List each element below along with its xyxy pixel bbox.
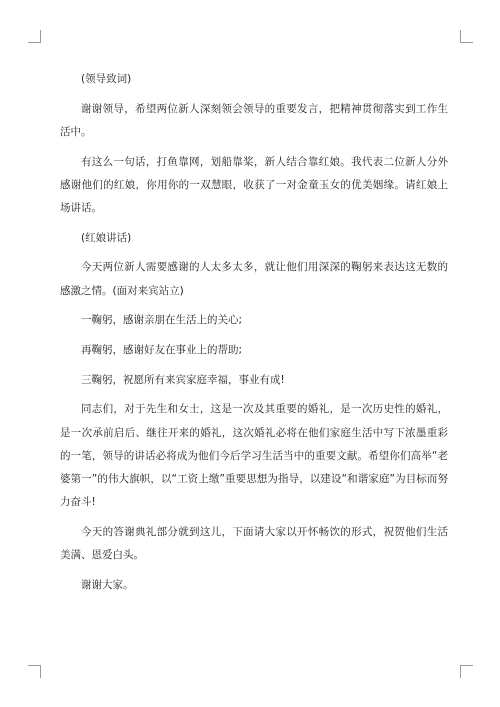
crop-mark-top-left <box>28 30 41 43</box>
crop-mark-bottom-left <box>28 665 41 678</box>
stage-direction-leader-speech: (领导致词) <box>81 73 132 85</box>
crop-mark-bottom-right <box>460 665 473 678</box>
paragraph-thanks-leader: 谢谢领导，希望两位新人深刻领会领导的重要发言，把精神贯彻落实到工作生活中。 <box>60 102 448 138</box>
paragraph-thank-everyone: 谢谢大家。 <box>81 578 134 591</box>
paragraph-first-bow: 一鞠躬，感谢亲朋在生活上的关心; <box>81 314 243 327</box>
paragraph-closing-toast: 今天的答谢典礼部分就到这儿，下面请大家以开怀畅饮的形式，祝贺他们生活美满、恩爱白头。 <box>60 525 448 562</box>
paragraph-comrades: 同志们，对于先生和女士，这是一次及其重要的婚礼，是一次历史性的婚礼，是一次承前启后、继往开来的婚礼，这次婚礼必将在他们家庭生活中写下浓墨重彩的一笔，领导的讲话必将成为他们今后学习生活当中的重要文献。希望你们高举“老婆第一”的伟大旗帜，以“工资上缴”重要思想为指导，以建设“和谐家庭”为目标而努力奋斗! <box>60 403 448 509</box>
paragraph-third-bow: 三鞠躬，祝愿所有来宾家庭幸福，事业有成! <box>81 373 285 386</box>
document-body <box>60 68 448 604</box>
crop-mark-top-right <box>460 30 473 43</box>
paragraph-matchmaker-intro: 有这么一句话，打鱼靠网，划船靠桨，新人结合靠红娘。我代表二位新人分外感谢他们的红娘，你用你的一双慧眼，收获了一对金童玉女的优美姻缘。请红娘上场讲话。 <box>60 155 448 215</box>
stage-direction-matchmaker-speech: (红娘讲话) <box>81 231 132 244</box>
paragraph-second-bow: 再鞠躬，感谢好友在事业上的帮助; <box>81 344 243 357</box>
paragraph-gratitude: 今天两位新人需要感谢的人太多太多，就让他们用深深的鞠躬来表达这无数的感激之情。(面对来宾站立) <box>60 261 448 297</box>
